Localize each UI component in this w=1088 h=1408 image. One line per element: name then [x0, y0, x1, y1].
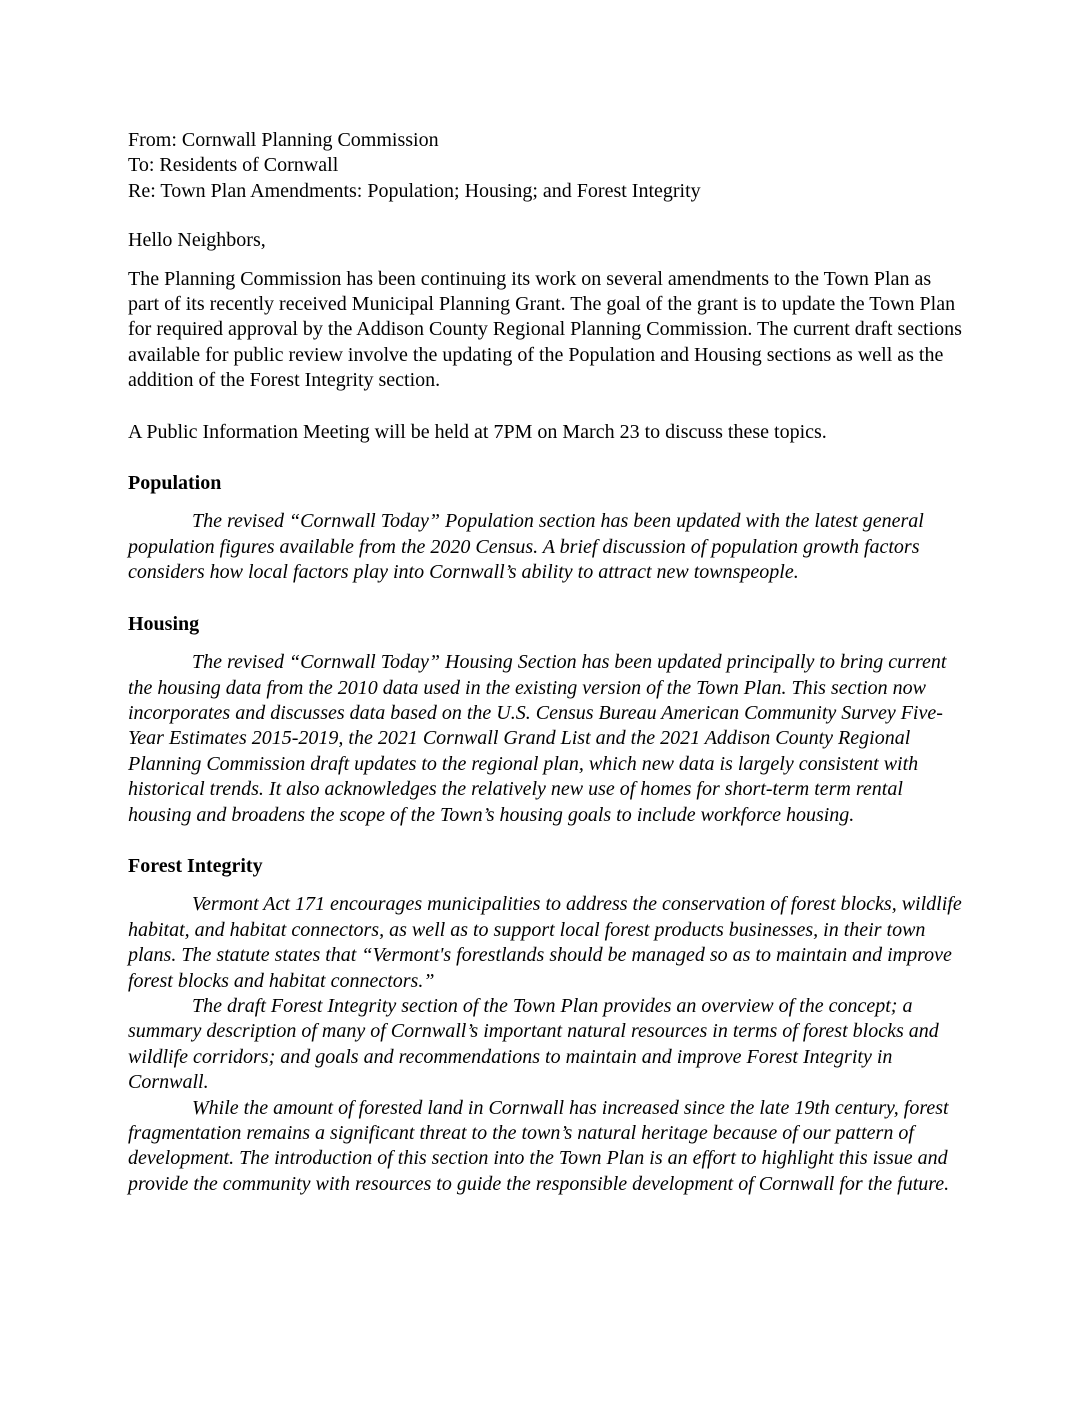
section-housing	[128, 612, 964, 828]
section-paragraph: The draft Forest Integrity section of the Town Plan provides an overview of the concept; a summary description of many of Cornwall’s important natural resources in terms of forest blocks and wildlife corridors; and goals and recommendations to maintain and improve Forest Integrity in Cornwall.	[128, 994, 939, 1094]
greeting: Hello Neighbors,	[128, 229, 266, 252]
intro-paragraph: The Planning Commission has been continuing its work on several amendments to the Town Plan as part of its recently received Municipal Planning Grant. The goal of the grant is to update the Town Plan for required approval by the Addison County Regional Planning Commission. The current draft sections available for public review involve the updating of the Population and Housing sections as well as the addition of the Forest Integrity section.	[128, 267, 962, 392]
letter-page	[128, 128, 964, 1197]
section-population	[128, 471, 964, 586]
section-heading: Forest Integrity	[128, 854, 263, 877]
section-paragraph: Vermont Act 171 encourages municipalities to address the conservation of forest blocks, wildlife habitat, and habitat connectors, as well as to support local forest products businesses, in their town plans. The statute states that “Vermont's forestlands should be managed so as to maintain and improve forest blocks and habitat connectors.”	[128, 893, 962, 992]
section-paragraph: The revised “Cornwall Today” Population section has been updated with the latest general population figures available from the 2020 Census. A brief discussion of population growth factors considers how local factors play into Cornwall’s ability to attract new townspeople.	[128, 510, 924, 584]
meeting-notice: A Public Information Meeting will be held at 7PM on March 23 to discuss these topics.	[128, 420, 827, 443]
from-line: From: Cornwall Planning Commission	[128, 129, 439, 151]
to-line: To: Residents of Cornwall	[128, 154, 339, 177]
section-paragraph: The revised “Cornwall Today” Housing Section has been updated principally to bring current the housing data from the 2010 data used in the existing version of the Town Plan. This section now incorporates and discusses data based on the U.S. Census Bureau American Community Survey Five-Year Estimates 2015-2019, the 2021 Cornwall Grand List and the 2021 Addison County Regional Planning Commission draft updates to the regional plan, which new data is largely consistent with historical trends. It also acknowledges the relatively new use of homes for short-term term rental housing and broadens the scope of the Town’s housing goals to include workforce housing.	[128, 651, 947, 826]
section-paragraph: While the amount of forested land in Cornwall has increased since the late 19th century, forest fragmentation remains a significant threat to the town’s natural heritage because of our pattern of development. The introduction of this section into the Town Plan is an effort to highlight this issue and provide the community with resources to guide the responsible development of Cornwall for the future.	[128, 1096, 950, 1195]
section-heading: Housing	[128, 612, 200, 635]
re-line: Re: Town Plan Amendments: Population; Housing; and Forest Integrity	[128, 179, 701, 202]
memo-header	[128, 128, 964, 204]
section-heading: Population	[128, 472, 222, 495]
section-forest-integrity	[128, 854, 964, 1197]
